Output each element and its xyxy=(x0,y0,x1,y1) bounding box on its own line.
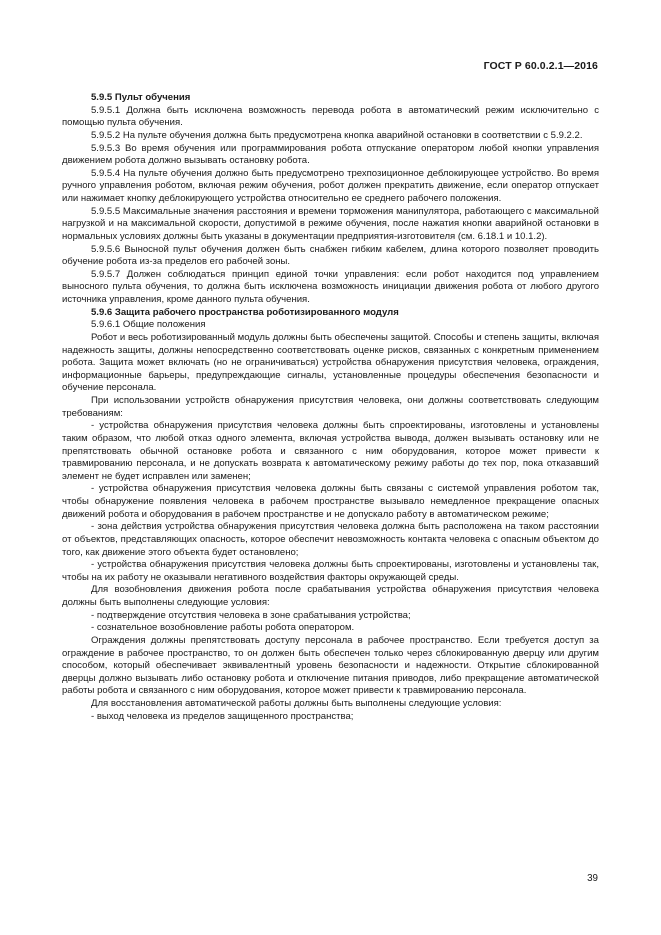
standard-header: ГОСТ Р 60.0.2.1—2016 xyxy=(483,60,598,72)
document-body xyxy=(62,92,599,723)
list-item: - устройства обнаружения присутствия человека должны быть спроектированы, изготовлены и установлены так, чтобы на их работу не оказывали негативного воздействия факторы окружающей среды. xyxy=(62,559,599,583)
section-heading: 5.9.6 Защита рабочего пространства роботизированного модуля xyxy=(91,306,399,318)
paragraph: 5.9.5.2 На пульте обучения должна быть предусмотрена кнопка аварийной остановки в соответствии с 5.9.2.2. xyxy=(91,129,583,141)
paragraph: 5.9.5.7 Должен соблюдаться принцип единой точки управления: если робот находится под управлением выносного пульта обучения, то должна быть исключена возможность инициации движения робота от любого другого источника управления, кроме данного пульта обучения. xyxy=(62,268,599,305)
paragraph: Ограждения должны препятствовать доступу персонала в рабочее пространство. Если требуется доступ за ограждение в рабочее пространство, то он должен быть обеспечен только через сблокированную дверцу или другим способом, который обеспечивает эквивалентный уровень безопасности и надежности. Открытие сблокированной дверцы должно вызывать либо остановку робота и отключение питания приводов, либо прекращение автоматической работы робота и связанного с ним оборудования, которое может привести к травмированию персонала. xyxy=(62,634,599,697)
paragraph: 5.9.6.1 Общие положения xyxy=(91,319,206,331)
paragraph: Для восстановления автоматической работы должны быть выполнены следующие условия: xyxy=(91,698,502,709)
paragraph: 5.9.5.4 На пульте обучения должно быть предусмотрено трехпозиционное деблокирующее устройство. Во время ручного управления роботом, включая режим обучения, робот должен прекратить движение, если оператор отпускает или нажимает кнопку деблокирующего устройства относительно ее среднего рабочего положения. xyxy=(62,167,599,204)
paragraph: 5.9.5.1 Должна быть исключена возможность перевода робота в автоматический режим исключительно с помощью пульта обучения. xyxy=(62,104,599,129)
paragraph: 5.9.5.6 Выносной пульт обучения должен быть снабжен гибким кабелем, длина которого позволяет проводить обучение робота из-за пределов его рабочей зоны. xyxy=(62,243,599,268)
list-item: - зона действия устройства обнаружения присутствия человека должна быть расположена на таком расстоянии от объектов, представляющих опасность, которое обеспечит невозможность контакта человека с опасным объектом до того, как движение этого объекта будет остановлено; xyxy=(62,521,599,558)
list-item: - устройства обнаружения присутствия человека должны быть связаны с системой управления роботом так, чтобы обнаружение появления человека в рабочем пространстве вызывало немедленное прекращение опасных движений робота и оборудования в рабочем пространстве и не допускало работу в автоматическом режиме; xyxy=(62,483,599,520)
paragraph: 5.9.5.5 Максимальные значения расстояния и времени торможения манипулятора, работающего с максимальной нагрузкой и на максимальной скорости, допустимой в режиме обучения, после нажатия кнопки аварийной остановки в нормальных условиях должны быть указаны в документации предприятия-изготовителя (см. 6.18.1 и 10.1.2). xyxy=(62,205,599,242)
paragraph: Робот и весь роботизированный модуль должны быть обеспечены защитой. Способы и степень защиты, включая надежность защиты, должны непосредственно соответствовать оценке рисков, связанных с конкретным применением робота. Защита может включать (но не ограничиваться) устройства обнаружения присутствия человека, ограждения, информационные барьеры, предупреждающие сигналы, установленные процедуры обеспечения безопасности и обучение персонала. xyxy=(62,331,599,394)
paragraph: 5.9.5.3 Во время обучения или программирования робота отпускание оператором любой кнопки управления движением робота должно вызывать остановку робота. xyxy=(62,142,599,167)
section-heading: 5.9.5 Пульт обучения xyxy=(91,92,191,103)
page-number: 39 xyxy=(587,873,598,884)
paragraph: При использовании устройств обнаружения присутствия человека, они должны соответствовать следующим требованиям: xyxy=(62,395,599,419)
list-item: - выход человека из пределов защищенного пространства; xyxy=(91,710,354,722)
paragraph: Для возобновления движения робота после срабатывания устройства обнаружения присутствия человека должны быть выполнены следующие условия: xyxy=(62,584,599,608)
list-item: - сознательное возобновление работы робота оператором. xyxy=(91,622,355,634)
list-item: - устройства обнаружения присутствия человека должны быть спроектированы, изготовлены и установлены таким образом, что любой отказ одного элемента, включая устройства вывода, должен вызывать остановку или не препятствовать обычной остановке робота и связанного с ним оборудования, которое может привести к травмированию персонала, и не допускать возврата к автоматическому режиму работы до тех пор, пока отказавший элемент не будет исправлен или заменен; xyxy=(62,420,599,482)
list-item: - подтверждение отсутствия человека в зоне срабатывания устройства; xyxy=(91,609,411,621)
